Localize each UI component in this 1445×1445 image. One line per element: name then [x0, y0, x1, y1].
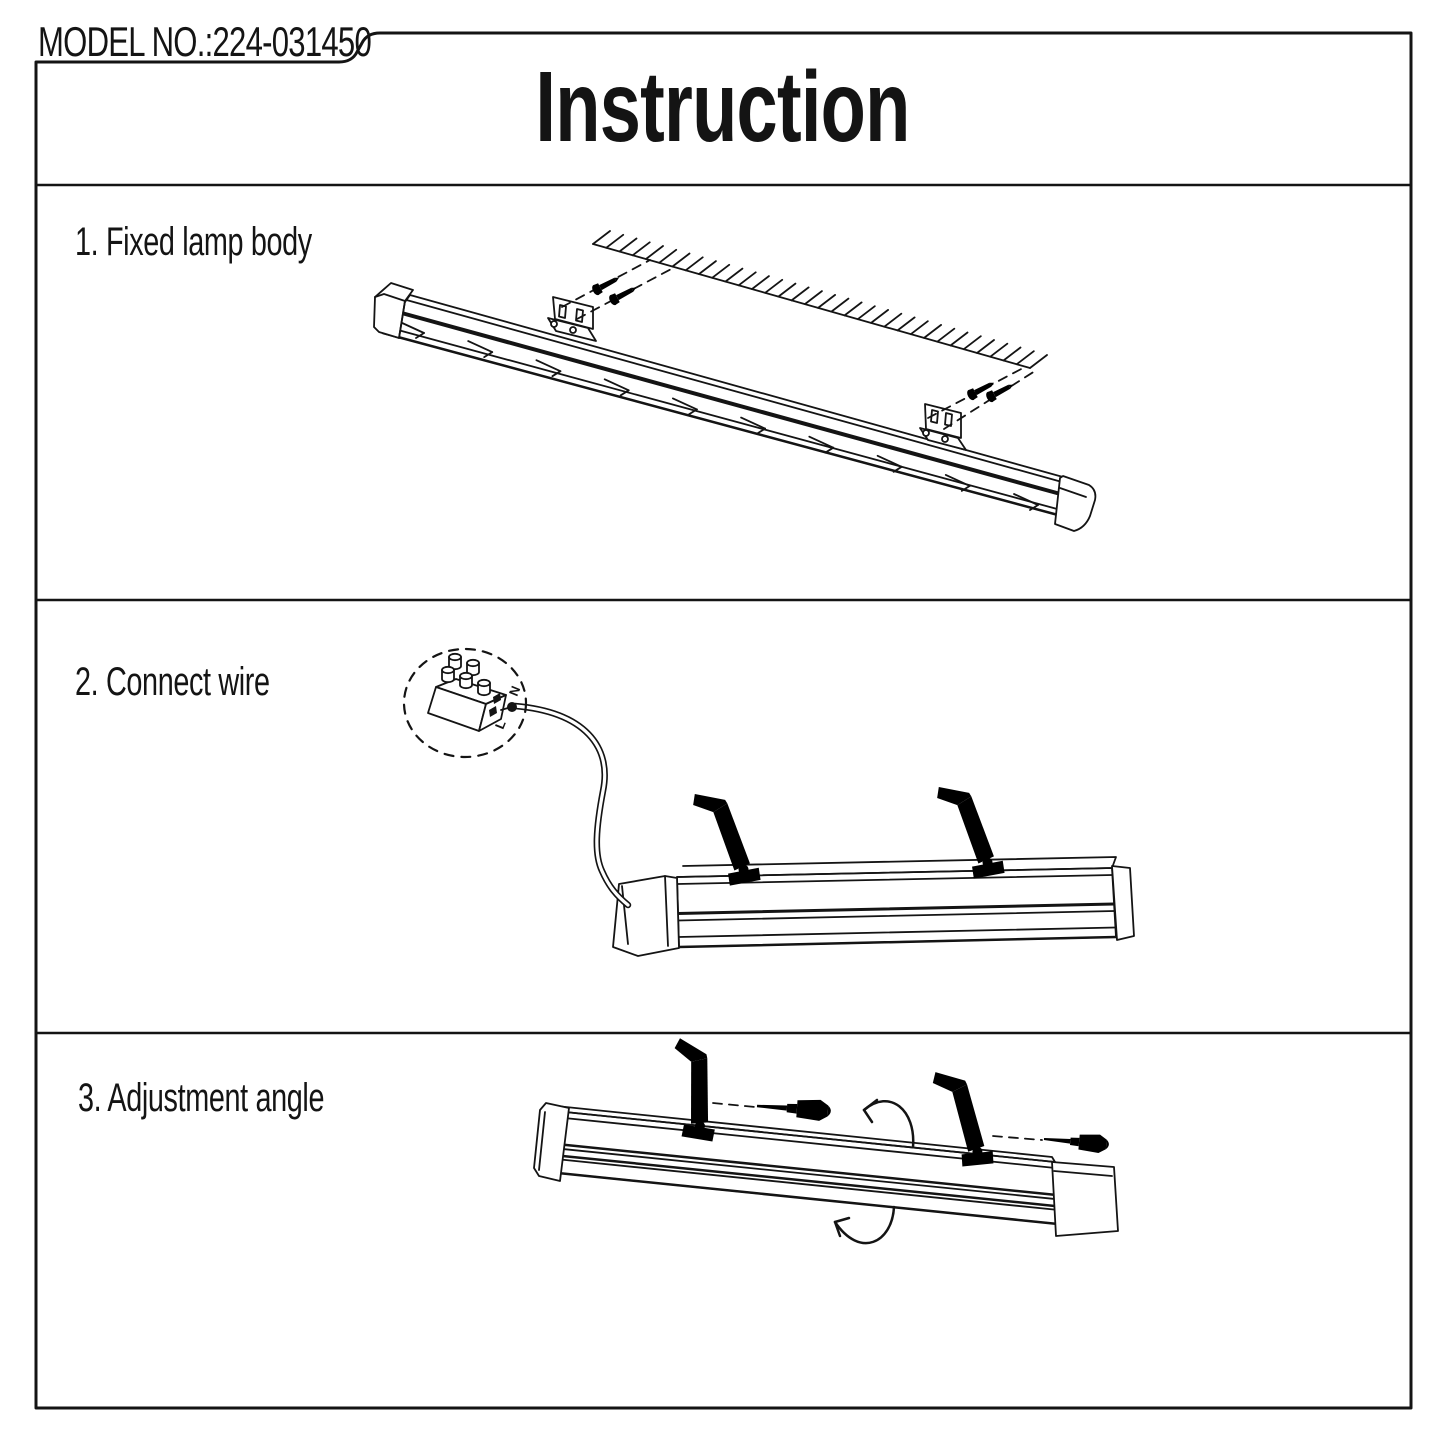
lamp-body-drawing [534, 1103, 1118, 1236]
screwdriver [756, 1096, 831, 1122]
rotation-arrow-bottom [835, 1207, 894, 1243]
terminal-label-n: N [505, 683, 524, 699]
end-cap-right [1052, 1162, 1118, 1236]
step2-label: 2. Connect wire [75, 660, 270, 704]
adjust-guide-left [713, 1096, 832, 1122]
screwdriver [1043, 1130, 1109, 1154]
step3-label: 3. Adjustment angle [78, 1076, 325, 1120]
page-title: Instruction [535, 51, 910, 163]
terminal-label-l: L [491, 718, 509, 732]
step1-label: 1. Fixed lamp body [75, 220, 312, 264]
adjust-guide-right [993, 1130, 1110, 1154]
model-number: MODEL NO.:224-031450 [38, 18, 372, 65]
